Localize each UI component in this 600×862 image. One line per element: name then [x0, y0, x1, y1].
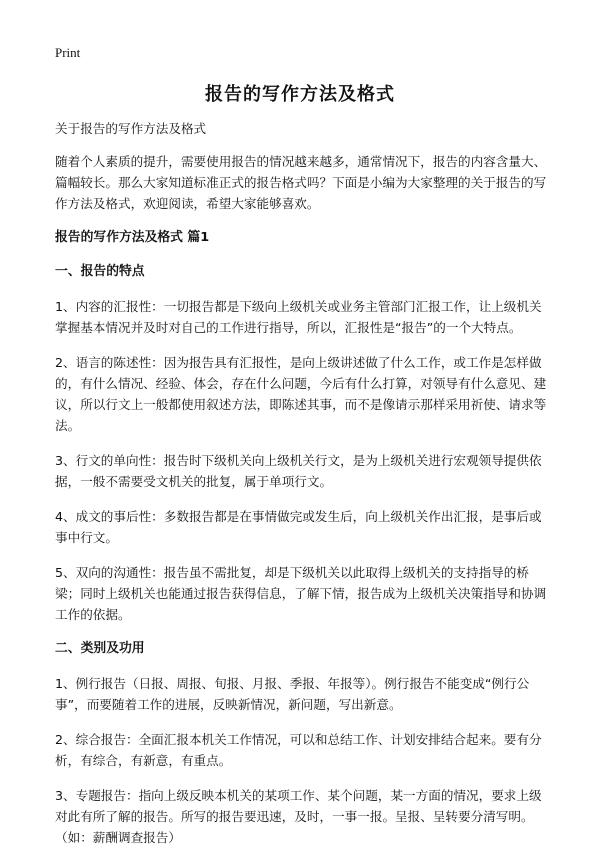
- category-item-3: 3、专题报告：指向上级反映本机关的某项工作、某个问题，某一方面的情况，要求上级对此有所了解的报告。所写的报告要迅速，及时，一事一报。呈报、呈转要分清写明。（如：薪酬调查报告）: [55, 788, 542, 845]
- feature-item-4: 4、成文的事后性：多数报告都是在事情做完或发生后，向上级机关作出汇报，是事后或事中行文。: [55, 509, 542, 545]
- article-body: [55, 118, 547, 862]
- section-heading-features: 一、报告的特点: [55, 264, 145, 279]
- feature-item-3: 3、行文的单向性：报告时下级机关向上级机关行文，是为上级机关进行宏观领导提供依据，一般不需要受文机关的批复，属于单项行文。: [55, 453, 542, 489]
- page-title: 报告的写作方法及格式: [205, 84, 395, 105]
- category-item-1: 1、例行报告（日报、周报、旬报、月报、季报、年报等）。例行报告不能变成“例行公事”，而要随着工作的进展，反映新情况，新问题，写出新意。: [55, 676, 530, 712]
- feature-item-2: 2、语言的陈述性：因为报告具有汇报性，是向上级讲述做了什么工作，或工作是怎样做的，有什么情况、经验、体会，存在什么问题，今后有什么打算，对领导有什么意见、建议，所以行文上一般都使用叙述方法，即陈述其事，而不是像请示那样采用祈使、请求等法。: [55, 355, 547, 433]
- feature-item-1: 1、内容的汇报性：一切报告都是下级向上级机关或业务主管部门汇报工作，让上级机关掌握基本情况并及时对自己的工作进行指导，所以，汇报性是“报告”的一个大特点。: [55, 299, 542, 335]
- intro-paragraph: 随着个人素质的提升，需要使用报告的情况越来越多，通常情况下，报告的内容含量大、篇幅较长。那么大家知道标准正式的报告格式吗？下面是小编为大家整理的关于报告的写作方法及格式，欢迎阅读，希望大家能够喜欢。: [55, 154, 547, 211]
- feature-item-5: 5、双向的沟通性：报告虽不需批复，却是下级机关以此取得上级机关的支持指导的桥梁；同时上级机关也能通过报告获得信息，了解下情，报告成为上级机关决策指导和协调工作的依据。: [55, 565, 547, 622]
- section-heading-categories: 二、类别及功用: [55, 641, 145, 656]
- print-link[interactable]: Print: [55, 45, 81, 60]
- article-subtitle: 关于报告的写作方法及格式: [55, 121, 207, 136]
- category-item-2: 2、综合报告：全面汇报本机关工作情况，可以和总结工作、计划安排结合起来。要有分析，有综合，有新意，有重点。: [55, 732, 542, 768]
- article-heading: 报告的写作方法及格式 篇1: [55, 230, 210, 245]
